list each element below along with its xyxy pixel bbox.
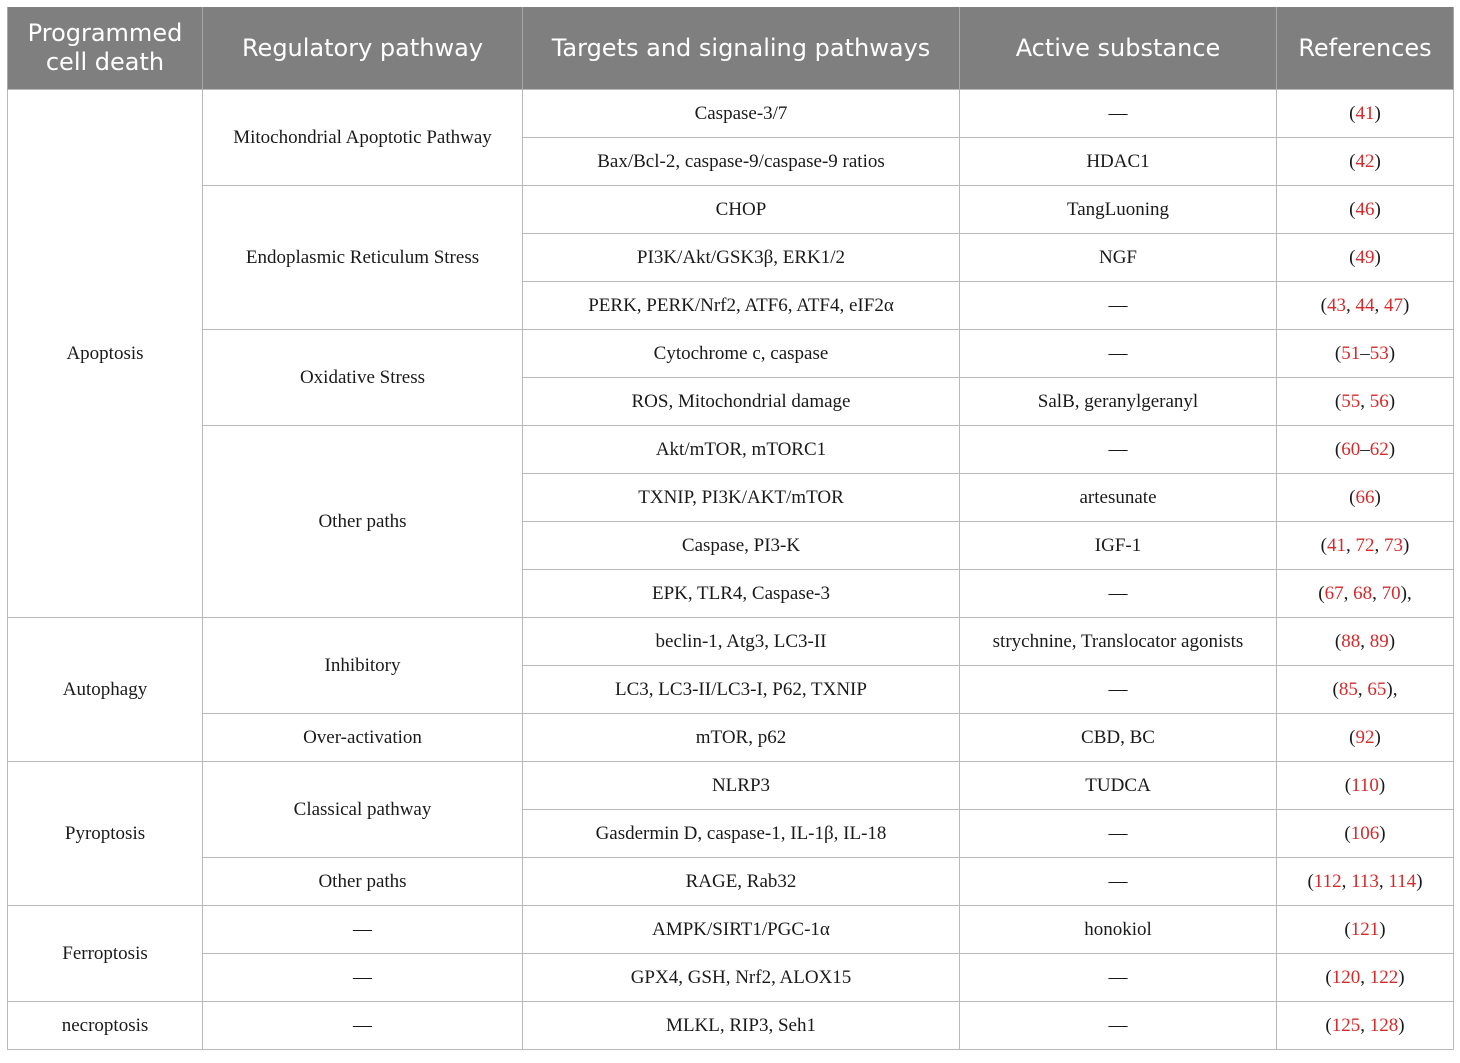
targets-cell: Cytochrome c, caspase: [523, 330, 960, 378]
reference-link[interactable]: 121: [1350, 918, 1380, 940]
active-substance-cell: —: [960, 1002, 1277, 1050]
active-substance-cell: CBD, BC: [960, 714, 1277, 762]
table-row: [8, 858, 1454, 906]
active-substance-cell: —: [960, 666, 1277, 714]
active-substance-cell: TUDCA: [960, 762, 1277, 810]
targets-cell: ROS, Mitochondrial damage: [523, 378, 960, 426]
references-cell: (121): [1277, 906, 1454, 954]
table-body: [8, 90, 1454, 1050]
reference-separator: ,: [1346, 294, 1356, 316]
header-active-substance: Active substance: [960, 7, 1277, 90]
references-cell: (55, 56): [1277, 378, 1454, 426]
targets-cell: Akt/mTOR, mTORC1: [523, 426, 960, 474]
reference-link[interactable]: 55: [1341, 390, 1361, 412]
reference-link[interactable]: 73: [1384, 534, 1403, 556]
active-substance-cell: —: [960, 810, 1277, 858]
header-references: References: [1277, 7, 1454, 90]
references-cell: (51–53): [1277, 330, 1454, 378]
reference-link[interactable]: 88: [1341, 630, 1361, 652]
reference-link[interactable]: 65: [1367, 678, 1387, 700]
reference-separator: ,: [1378, 870, 1389, 892]
references-cell: (88, 89): [1277, 618, 1454, 666]
table-row: [8, 1002, 1454, 1050]
references-cell: (66): [1277, 474, 1454, 522]
reference-link[interactable]: 51: [1341, 342, 1361, 364]
targets-cell: LC3, LC3-II/LC3-I, P62, TXNIP: [523, 666, 960, 714]
reference-link[interactable]: 120: [1331, 966, 1361, 988]
references-cell: (43, 44, 47): [1277, 282, 1454, 330]
regulatory-pathway: Mitochondrial Apoptotic Pathway: [203, 90, 523, 186]
table-row: [8, 90, 1454, 138]
targets-cell: CHOP: [523, 186, 960, 234]
reference-trail: ,: [1392, 678, 1398, 700]
targets-cell: RAGE, Rab32: [523, 858, 960, 906]
cell-death-type: Pyroptosis: [8, 762, 203, 906]
reference-separator: ,: [1374, 294, 1384, 316]
reference-link[interactable]: 41: [1355, 102, 1375, 124]
reference-separator: –: [1360, 342, 1370, 364]
reference-link[interactable]: 44: [1355, 294, 1375, 316]
reference-link[interactable]: 42: [1355, 150, 1375, 172]
targets-cell: PERK, PERK/Nrf2, ATF6, ATF4, eIF2α: [523, 282, 960, 330]
reference-link[interactable]: 56: [1369, 390, 1389, 412]
active-substance-cell: artesunate: [960, 474, 1277, 522]
reference-link[interactable]: 106: [1350, 822, 1380, 844]
reference-trail: ,: [1406, 582, 1412, 604]
table-row: [8, 954, 1454, 1002]
table-header: [8, 7, 1454, 90]
reference-separator: ,: [1341, 870, 1352, 892]
references-cell: (60–62): [1277, 426, 1454, 474]
reference-link[interactable]: 67: [1324, 582, 1344, 604]
regulatory-pathway: Inhibitory: [203, 618, 523, 714]
active-substance-cell: —: [960, 954, 1277, 1002]
active-substance-cell: —: [960, 90, 1277, 138]
table-row: [8, 186, 1454, 234]
reference-separator: ,: [1374, 534, 1384, 556]
references-cell: (92): [1277, 714, 1454, 762]
reference-link[interactable]: 112: [1313, 870, 1342, 892]
reference-link[interactable]: 46: [1355, 198, 1375, 220]
targets-cell: MLKL, RIP3, Seh1: [523, 1002, 960, 1050]
targets-cell: Caspase, PI3-K: [523, 522, 960, 570]
references-cell: (85, 65),: [1277, 666, 1454, 714]
targets-cell: mTOR, p62: [523, 714, 960, 762]
reference-link[interactable]: 66: [1355, 486, 1375, 508]
targets-cell: Caspase-3/7: [523, 90, 960, 138]
targets-cell: Gasdermin D, caspase-1, IL-1β, IL-18: [523, 810, 960, 858]
active-substance-cell: TangLuoning: [960, 186, 1277, 234]
header-targets: Targets and signaling pathways: [523, 7, 960, 90]
cell-death-type: Ferroptosis: [8, 906, 203, 1002]
active-substance-cell: SalB, geranylgeranyl: [960, 378, 1277, 426]
references-cell: (49): [1277, 234, 1454, 282]
reference-link[interactable]: 128: [1369, 1014, 1399, 1036]
active-substance-cell: strychnine, Translocator agonists: [960, 618, 1277, 666]
references-cell: (106): [1277, 810, 1454, 858]
regulatory-pathway: Endoplasmic Reticulum Stress: [203, 186, 523, 330]
table-row: [8, 426, 1454, 474]
references-cell: (67, 68, 70),: [1277, 570, 1454, 618]
regulatory-pathway: —: [203, 906, 523, 954]
active-substance-cell: —: [960, 570, 1277, 618]
references-cell: (125, 128): [1277, 1002, 1454, 1050]
targets-cell: TXNIP, PI3K/AKT/mTOR: [523, 474, 960, 522]
reference-link[interactable]: 53: [1369, 342, 1389, 364]
reference-link[interactable]: 49: [1355, 246, 1375, 268]
reference-separator: ,: [1360, 966, 1370, 988]
table-row: [8, 906, 1454, 954]
active-substance-cell: honokiol: [960, 906, 1277, 954]
reference-link[interactable]: 85: [1338, 678, 1358, 700]
header-regulatory-pathway: Regulatory pathway: [203, 7, 523, 90]
targets-cell: PI3K/Akt/GSK3β, ERK1/2: [523, 234, 960, 282]
reference-link[interactable]: 72: [1355, 534, 1375, 556]
regulatory-pathway: Over-activation: [203, 714, 523, 762]
references-cell: (110): [1277, 762, 1454, 810]
cell-death-type: Apoptosis: [8, 90, 203, 618]
active-substance-cell: NGF: [960, 234, 1277, 282]
header-programmed-cell-death: Programmed cell death: [8, 7, 203, 90]
reference-separator: ,: [1357, 678, 1368, 700]
reference-separator: ,: [1360, 390, 1370, 412]
header-row: [8, 7, 1454, 90]
targets-cell: beclin-1, Atg3, LC3-II: [523, 618, 960, 666]
active-substance-cell: IGF-1: [960, 522, 1277, 570]
regulatory-pathway: —: [203, 1002, 523, 1050]
regulatory-pathway: Other paths: [203, 426, 523, 618]
regulatory-pathway: Other paths: [203, 858, 523, 906]
targets-cell: AMPK/SIRT1/PGC-1α: [523, 906, 960, 954]
active-substance-cell: HDAC1: [960, 138, 1277, 186]
reference-link[interactable]: 41: [1327, 534, 1346, 556]
reference-separator: ,: [1360, 1014, 1370, 1036]
cell-death-type: necroptosis: [8, 1002, 203, 1050]
references-cell: (112, 113, 114): [1277, 858, 1454, 906]
active-substance-cell: —: [960, 858, 1277, 906]
reference-separator: ,: [1372, 582, 1382, 604]
references-cell: (41, 72, 73): [1277, 522, 1454, 570]
regulatory-pathway: —: [203, 954, 523, 1002]
reference-separator: –: [1360, 438, 1370, 460]
reference-link[interactable]: 110: [1351, 774, 1379, 796]
regulatory-pathway: Oxidative Stress: [203, 330, 523, 426]
table-row: [8, 618, 1454, 666]
references-cell: (42): [1277, 138, 1454, 186]
reference-link[interactable]: 47: [1384, 294, 1403, 316]
table-row: [8, 762, 1454, 810]
reference-separator: ,: [1346, 534, 1356, 556]
active-substance-cell: —: [960, 282, 1277, 330]
cell-death-type: Autophagy: [8, 618, 203, 762]
regulatory-pathway: Classical pathway: [203, 762, 523, 858]
reference-link[interactable]: 60: [1341, 438, 1361, 460]
table-row: [8, 330, 1454, 378]
active-substance-cell: —: [960, 426, 1277, 474]
reference-separator: ,: [1360, 630, 1370, 652]
table-row: [8, 714, 1454, 762]
cell-death-table: [7, 7, 1454, 1050]
reference-link[interactable]: 89: [1369, 630, 1389, 652]
references-cell: (120, 122): [1277, 954, 1454, 1002]
reference-link[interactable]: 122: [1369, 966, 1399, 988]
targets-cell: NLRP3: [523, 762, 960, 810]
active-substance-cell: —: [960, 330, 1277, 378]
reference-separator: ,: [1343, 582, 1354, 604]
reference-link[interactable]: 43: [1327, 294, 1346, 316]
reference-link[interactable]: 125: [1331, 1014, 1361, 1036]
reference-link[interactable]: 70: [1381, 582, 1401, 604]
reference-link[interactable]: 92: [1355, 726, 1375, 748]
targets-cell: Bax/Bcl-2, caspase-9/caspase-9 ratios: [523, 138, 960, 186]
reference-link[interactable]: 114: [1388, 870, 1417, 892]
targets-cell: EPK, TLR4, Caspase-3: [523, 570, 960, 618]
reference-link[interactable]: 62: [1369, 438, 1389, 460]
reference-link[interactable]: 113: [1351, 870, 1379, 892]
references-cell: (41): [1277, 90, 1454, 138]
reference-link[interactable]: 68: [1353, 582, 1373, 604]
references-cell: (46): [1277, 186, 1454, 234]
targets-cell: GPX4, GSH, Nrf2, ALOX15: [523, 954, 960, 1002]
